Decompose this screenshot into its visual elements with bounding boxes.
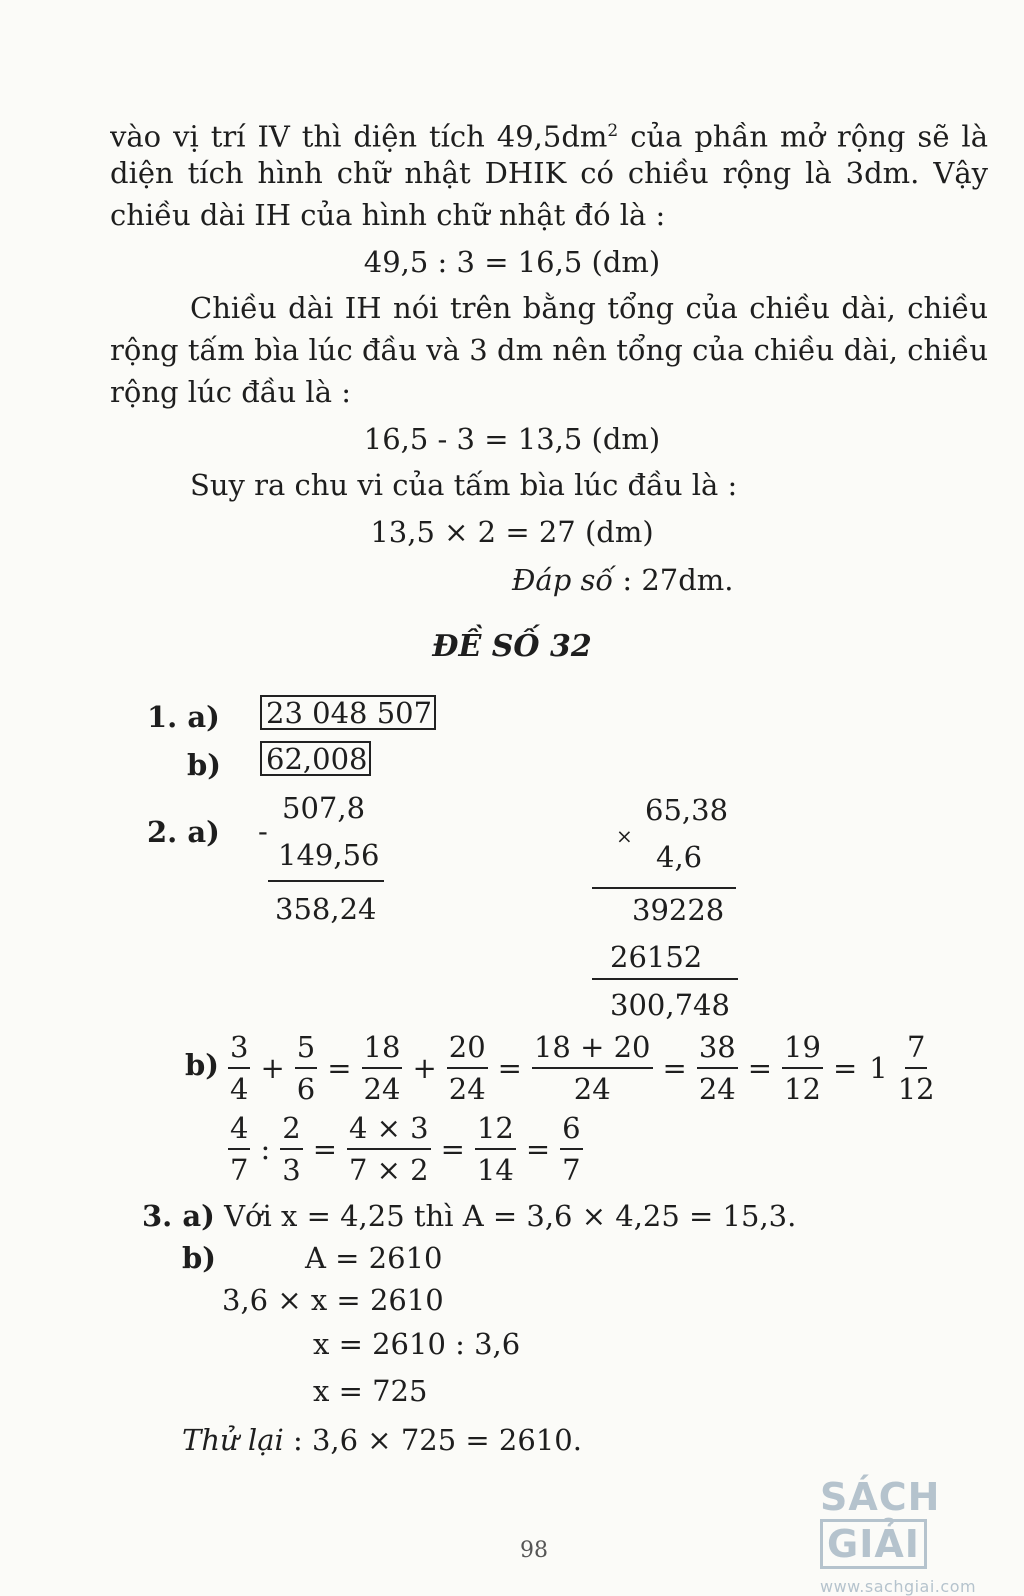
math-operator: = [440, 1132, 465, 1166]
denominator: 12 [897, 1072, 935, 1106]
equation-line: 49,5 : 3 = 16,5 (dm) [363, 245, 661, 279]
fraction [475, 1111, 516, 1187]
fraction [898, 1030, 935, 1106]
q3a-line [142, 1199, 797, 1233]
numerator: 4 [228, 1111, 250, 1150]
math-operator: + [260, 1051, 285, 1085]
math-operator: = [747, 1051, 773, 1085]
equation-line: 13,5 × 2 = 27 (dm) [370, 515, 654, 549]
sub-rule [268, 880, 384, 882]
mul-bottom: 4,6 [656, 840, 703, 874]
text-line: vào vị trí IV thì diện tích $49,5dm^2$ của phần mở rộng sẽ là [110, 119, 988, 152]
denominator: 4 [230, 1072, 249, 1106]
q3b-label: b) [182, 1241, 216, 1275]
denominator: 12 [784, 1072, 821, 1106]
mul-result: 300,748 [610, 988, 730, 1022]
q1-label: 1. a) [147, 700, 220, 734]
denominator: 24 [573, 1072, 611, 1106]
numerator: 20 [447, 1030, 488, 1069]
page-number: 98 [520, 1538, 548, 1563]
denominator: 7 × 2 [349, 1153, 429, 1187]
q1a-answer-box: 23 048 507 [260, 695, 436, 730]
mul-rule-1 [592, 887, 736, 889]
fraction [532, 1030, 653, 1106]
math-operator: = [662, 1051, 687, 1085]
math-operator: + [412, 1051, 437, 1085]
numerator: 18 + 20 [532, 1030, 653, 1069]
denominator: 3 [282, 1153, 301, 1187]
math-operator: = [832, 1051, 858, 1085]
math-operator: = [327, 1051, 352, 1085]
denominator: 14 [476, 1153, 514, 1187]
denominator: 24 [448, 1072, 486, 1106]
math-operator: = [312, 1132, 337, 1166]
numerator: 7 [905, 1030, 927, 1069]
fraction [280, 1111, 302, 1187]
text-line: rộng tấm bìa lúc đầu và 3 dm nên tổng của chiều dài, chiều [110, 333, 988, 367]
minus-sign: - [258, 814, 268, 848]
mul-rule-2 [592, 978, 738, 980]
q3-label: 3. a) [142, 1199, 215, 1233]
mul-partial-1: 39228 [632, 893, 725, 927]
numerator: 38 [697, 1030, 738, 1069]
fraction [697, 1030, 738, 1106]
q3b-step-1: A = 2610 [305, 1241, 443, 1275]
solution-paragraph-1 [110, 110, 988, 236]
q3b-step-4: x = 725 [313, 1374, 428, 1408]
fraction [782, 1030, 823, 1106]
q1b-answer-box: 62,008 [260, 741, 371, 776]
denominator: 7 [230, 1153, 249, 1187]
q1b-label: b) [187, 748, 221, 782]
denominator: 24 [363, 1072, 401, 1106]
math-operator: 1 [869, 1051, 888, 1085]
numerator: 19 [782, 1030, 823, 1069]
equation-line: 16,5 - 3 = 13,5 (dm) [363, 422, 661, 456]
fraction [228, 1111, 250, 1187]
fraction [362, 1030, 403, 1106]
q3b-step-3: x = 2610 : 3,6 [313, 1327, 521, 1361]
solution-paragraph-2 [110, 287, 988, 413]
fraction [347, 1111, 431, 1187]
math-operator: = [497, 1051, 522, 1085]
check-line: Thử lại : 3,6 × 725 = 2610. [182, 1423, 582, 1457]
text-line: diện tích hình chữ nhật DHIK có chiều rộng là 3dm. Vậy [110, 156, 988, 190]
fraction [447, 1030, 488, 1106]
text-line: chiều dài IH của hình chữ nhật đó là : [110, 198, 666, 232]
text-line: Suy ra chu vi của tấm bìa lúc đầu là : [190, 468, 738, 502]
mul-top: 65,38 [645, 793, 729, 827]
q3a-text: Với x = 4,25 thì A = 3,6 × 4,25 = 15,3. [224, 1199, 797, 1233]
math-operator: : [260, 1132, 271, 1166]
numerator: 5 [295, 1030, 317, 1069]
math-operator: = [525, 1132, 551, 1166]
text-line: rộng lúc đầu là : [110, 375, 351, 409]
fraction-equation-1 [224, 1030, 939, 1106]
numerator: 6 [560, 1111, 582, 1150]
fraction [228, 1030, 250, 1106]
fraction [560, 1111, 582, 1187]
times-sign: × [616, 824, 633, 848]
q3b-step-2: 3,6 × x = 2610 [222, 1283, 444, 1317]
q2-label: 2. a) [147, 815, 220, 849]
denominator: 7 [562, 1153, 581, 1187]
sachgiai-logo: SÁCHGIẢI www.sachgiai.com [820, 1475, 977, 1596]
sub-top: 507,8 [282, 791, 366, 825]
numerator: 3 [228, 1030, 250, 1069]
q2b-label: b) [185, 1048, 219, 1082]
text-line: Chiều dài IH nói trên bằng tổng của chiều dài, chiều [190, 291, 988, 325]
numerator: 12 [475, 1111, 516, 1150]
numerator: 2 [280, 1111, 302, 1150]
denominator: 24 [698, 1072, 736, 1106]
mul-partial-2: 26152 [610, 940, 703, 974]
denominator: 6 [296, 1072, 316, 1106]
sub-bottom: 149,56 [278, 838, 380, 872]
section-title: ĐỀ SỐ 32 [432, 629, 592, 664]
fraction-equation-2 [224, 1111, 587, 1187]
answer-line: Đáp số : 27dm. [512, 563, 734, 597]
numerator: 18 [362, 1030, 403, 1069]
sub-result: 358,24 [275, 892, 377, 926]
fraction [295, 1030, 317, 1106]
numerator: 4 × 3 [347, 1111, 431, 1150]
